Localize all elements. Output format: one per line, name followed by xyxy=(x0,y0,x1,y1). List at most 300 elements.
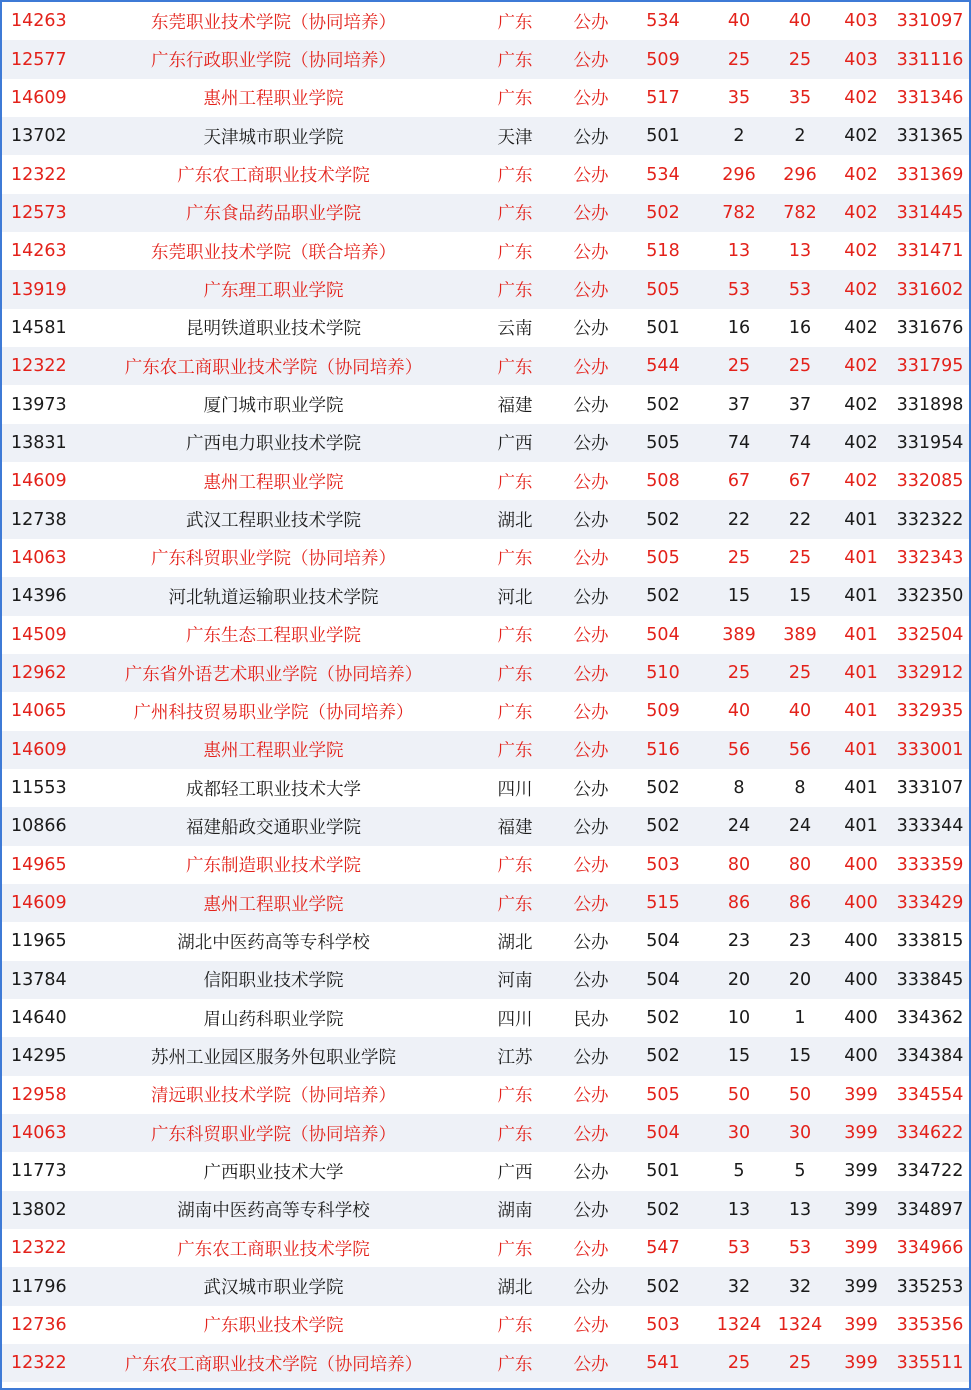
school-code-cell: 12322 xyxy=(2,1229,82,1267)
min-rank-cell: 331795 xyxy=(891,347,969,385)
school-name-cell: 广东农工商职业技术学院 xyxy=(82,1229,465,1267)
school-type-cell: 公办 xyxy=(565,1267,617,1305)
min-rank-cell: 334554 xyxy=(891,1076,969,1114)
min-score-cell: 502 xyxy=(617,769,709,807)
plan-count-cell: 30 xyxy=(709,1114,769,1152)
table-row xyxy=(2,807,969,845)
admit-count-cell: 2 xyxy=(769,117,831,155)
school-code-cell: 14965 xyxy=(2,846,82,884)
admit-count-cell: 35 xyxy=(769,79,831,117)
min-rank-score-cell: 399 xyxy=(831,1191,891,1229)
plan-count-cell: 782 xyxy=(709,194,769,232)
school-type-cell: 公办 xyxy=(565,692,617,730)
table-row xyxy=(2,961,969,999)
min-rank-score-cell: 402 xyxy=(831,270,891,308)
school-name-cell: 清远职业技术学院（协同培养） xyxy=(82,1076,465,1114)
table-row xyxy=(2,462,969,500)
province-cell: 广东 xyxy=(465,2,565,40)
min-rank-cell: 331471 xyxy=(891,232,969,270)
school-code-cell: 13702 xyxy=(2,117,82,155)
province-cell: 广东 xyxy=(465,1076,565,1114)
school-name-cell: 惠州工程职业学院 xyxy=(82,79,465,117)
school-name-cell: 广州科技贸易职业学院（协同培养） xyxy=(82,692,465,730)
school-type-cell: 公办 xyxy=(565,539,617,577)
school-code-cell: 12736 xyxy=(2,1306,82,1344)
school-name-cell: 广东食品药品职业学院 xyxy=(82,194,465,232)
plan-count-cell: 389 xyxy=(709,616,769,654)
plan-count-cell: 37 xyxy=(709,385,769,423)
plan-count-cell: 53 xyxy=(709,1229,769,1267)
school-name-cell: 厦门城市职业学院 xyxy=(82,385,465,423)
admit-count-cell: 25 xyxy=(769,654,831,692)
school-type-cell: 公办 xyxy=(565,1114,617,1152)
min-score-cell: 501 xyxy=(617,117,709,155)
table-row xyxy=(2,500,969,538)
province-cell: 天津 xyxy=(465,117,565,155)
province-cell: 福建 xyxy=(465,385,565,423)
min-score-cell: 505 xyxy=(617,1076,709,1114)
school-name-cell: 惠州工程职业学院 xyxy=(82,884,465,922)
table-row xyxy=(2,1229,969,1267)
min-score-cell: 547 xyxy=(617,1229,709,1267)
min-rank-score-cell: 401 xyxy=(831,807,891,845)
min-rank-score-cell: 399 xyxy=(831,1344,891,1382)
admit-count-cell: 25 xyxy=(769,40,831,78)
school-type-cell: 公办 xyxy=(565,79,617,117)
school-type-cell: 公办 xyxy=(565,1037,617,1075)
min-rank-cell: 333429 xyxy=(891,884,969,922)
province-cell: 湖南 xyxy=(465,1191,565,1229)
province-cell: 四川 xyxy=(465,769,565,807)
table-row xyxy=(2,692,969,730)
admit-count-cell: 5 xyxy=(769,1152,831,1190)
min-rank-score-cell: 401 xyxy=(831,500,891,538)
school-code-cell: 14295 xyxy=(2,1037,82,1075)
school-name-cell: 广东职业技术学院 xyxy=(82,1306,465,1344)
province-cell: 广西 xyxy=(465,424,565,462)
min-rank-score-cell: 403 xyxy=(831,40,891,78)
school-type-cell: 公办 xyxy=(565,577,617,615)
school-type-cell: 民办 xyxy=(565,999,617,1037)
school-type-cell: 公办 xyxy=(565,884,617,922)
school-type-cell: 公办 xyxy=(565,309,617,347)
school-code-cell: 13831 xyxy=(2,424,82,462)
province-cell: 广东 xyxy=(465,232,565,270)
plan-count-cell: 40 xyxy=(709,2,769,40)
min-rank-cell: 331365 xyxy=(891,117,969,155)
admit-count-cell: 40 xyxy=(769,2,831,40)
admit-count-cell: 8 xyxy=(769,769,831,807)
min-score-cell: 516 xyxy=(617,731,709,769)
school-name-cell: 惠州工程职业学院 xyxy=(82,731,465,769)
school-type-cell: 公办 xyxy=(565,1229,617,1267)
plan-count-cell: 74 xyxy=(709,424,769,462)
min-score-cell: 505 xyxy=(617,270,709,308)
school-code-cell: 11796 xyxy=(2,1267,82,1305)
school-code-cell: 13973 xyxy=(2,385,82,423)
min-rank-cell: 331369 xyxy=(891,155,969,193)
min-score-cell: 503 xyxy=(617,1306,709,1344)
admit-count-cell: 32 xyxy=(769,1267,831,1305)
province-cell: 湖北 xyxy=(465,922,565,960)
school-code-cell: 12738 xyxy=(2,500,82,538)
min-score-cell: 502 xyxy=(617,1267,709,1305)
school-name-cell: 广东制造职业技术学院 xyxy=(82,846,465,884)
plan-count-cell: 25 xyxy=(709,40,769,78)
min-score-cell: 504 xyxy=(617,616,709,654)
school-name-cell: 广东行政职业学院（协同培养） xyxy=(82,40,465,78)
table-row xyxy=(2,884,969,922)
admit-count-cell: 782 xyxy=(769,194,831,232)
plan-count-cell: 22 xyxy=(709,500,769,538)
school-name-cell: 广东科贸职业学院（协同培养） xyxy=(82,539,465,577)
admit-count-cell: 56 xyxy=(769,731,831,769)
plan-count-cell: 1324 xyxy=(709,1306,769,1344)
plan-count-cell: 16 xyxy=(709,309,769,347)
school-name-cell: 广东理工职业学院 xyxy=(82,270,465,308)
min-rank-score-cell: 402 xyxy=(831,347,891,385)
school-name-cell: 眉山药科职业学院 xyxy=(82,999,465,1037)
school-type-cell: 公办 xyxy=(565,232,617,270)
school-code-cell: 14065 xyxy=(2,692,82,730)
min-score-cell: 504 xyxy=(617,1114,709,1152)
admit-count-cell: 25 xyxy=(769,1344,831,1382)
admit-count-cell: 50 xyxy=(769,1076,831,1114)
school-type-cell: 公办 xyxy=(565,846,617,884)
admit-count-cell: 37 xyxy=(769,385,831,423)
min-rank-score-cell: 403 xyxy=(831,2,891,40)
min-rank-score-cell: 399 xyxy=(831,1114,891,1152)
admit-count-cell: 53 xyxy=(769,270,831,308)
school-type-cell: 公办 xyxy=(565,500,617,538)
admit-count-cell: 20 xyxy=(769,961,831,999)
min-score-cell: 534 xyxy=(617,2,709,40)
min-rank-cell: 332912 xyxy=(891,654,969,692)
school-name-cell: 广东农工商职业技术学院 xyxy=(82,155,465,193)
plan-count-cell: 25 xyxy=(709,347,769,385)
table-row xyxy=(2,232,969,270)
table-row xyxy=(2,424,969,462)
province-cell: 广西 xyxy=(465,1152,565,1190)
school-code-cell: 12962 xyxy=(2,654,82,692)
table-row xyxy=(2,1191,969,1229)
min-score-cell: 510 xyxy=(617,654,709,692)
plan-count-cell: 40 xyxy=(709,692,769,730)
min-rank-cell: 331346 xyxy=(891,79,969,117)
school-code-cell: 14063 xyxy=(2,1114,82,1152)
school-name-cell: 武汉城市职业学院 xyxy=(82,1267,465,1305)
table-row xyxy=(2,846,969,884)
school-name-cell: 湖南中医药高等专科学校 xyxy=(82,1191,465,1229)
school-code-cell: 14263 xyxy=(2,2,82,40)
min-score-cell: 515 xyxy=(617,884,709,922)
school-code-cell: 11965 xyxy=(2,922,82,960)
table-row xyxy=(2,731,969,769)
min-rank-score-cell: 400 xyxy=(831,884,891,922)
min-rank-cell: 335511 xyxy=(891,1344,969,1382)
table-row xyxy=(2,347,969,385)
min-rank-score-cell: 401 xyxy=(831,539,891,577)
min-rank-score-cell: 399 xyxy=(831,1267,891,1305)
min-score-cell: 502 xyxy=(617,577,709,615)
school-code-cell: 14063 xyxy=(2,539,82,577)
min-rank-score-cell: 402 xyxy=(831,385,891,423)
school-type-cell: 公办 xyxy=(565,922,617,960)
min-rank-cell: 332935 xyxy=(891,692,969,730)
province-cell: 云南 xyxy=(465,309,565,347)
province-cell: 广东 xyxy=(465,1114,565,1152)
admit-count-cell: 86 xyxy=(769,884,831,922)
min-rank-cell: 331445 xyxy=(891,194,969,232)
min-rank-cell: 332085 xyxy=(891,462,969,500)
school-name-cell: 福建船政交通职业学院 xyxy=(82,807,465,845)
admit-count-cell: 67 xyxy=(769,462,831,500)
province-cell: 广东 xyxy=(465,654,565,692)
province-cell: 湖北 xyxy=(465,500,565,538)
plan-count-cell: 86 xyxy=(709,884,769,922)
plan-count-cell: 67 xyxy=(709,462,769,500)
min-rank-score-cell: 401 xyxy=(831,692,891,730)
school-name-cell: 湖北中医药高等专科学校 xyxy=(82,922,465,960)
school-name-cell: 广东农工商职业技术学院（协同培养） xyxy=(82,1344,465,1382)
school-type-cell: 公办 xyxy=(565,1152,617,1190)
admit-count-cell: 25 xyxy=(769,347,831,385)
table-row xyxy=(2,117,969,155)
school-type-cell: 公办 xyxy=(565,40,617,78)
province-cell: 湖北 xyxy=(465,1267,565,1305)
admit-count-cell: 80 xyxy=(769,846,831,884)
min-rank-score-cell: 402 xyxy=(831,117,891,155)
province-cell: 广东 xyxy=(465,155,565,193)
school-type-cell: 公办 xyxy=(565,731,617,769)
plan-count-cell: 15 xyxy=(709,577,769,615)
min-score-cell: 508 xyxy=(617,462,709,500)
school-name-cell: 苏州工业园区服务外包职业学院 xyxy=(82,1037,465,1075)
min-score-cell: 502 xyxy=(617,385,709,423)
table-row xyxy=(2,79,969,117)
min-score-cell: 541 xyxy=(617,1344,709,1382)
school-type-cell: 公办 xyxy=(565,270,617,308)
province-cell: 广东 xyxy=(465,1229,565,1267)
province-cell: 广东 xyxy=(465,731,565,769)
school-code-cell: 14509 xyxy=(2,616,82,654)
admit-count-cell: 15 xyxy=(769,1037,831,1075)
table-row xyxy=(2,309,969,347)
province-cell: 广东 xyxy=(465,79,565,117)
school-type-cell: 公办 xyxy=(565,347,617,385)
table-row xyxy=(2,40,969,78)
table-row xyxy=(2,1344,969,1382)
table-row xyxy=(2,577,969,615)
plan-count-cell: 10 xyxy=(709,999,769,1037)
province-cell: 广东 xyxy=(465,692,565,730)
plan-count-cell: 8 xyxy=(709,769,769,807)
school-type-cell: 公办 xyxy=(565,1076,617,1114)
admit-count-cell: 24 xyxy=(769,807,831,845)
admit-count-cell: 30 xyxy=(769,1114,831,1152)
table-row xyxy=(2,270,969,308)
table-row xyxy=(2,922,969,960)
admit-count-cell: 74 xyxy=(769,424,831,462)
province-cell: 广东 xyxy=(465,462,565,500)
min-rank-score-cell: 401 xyxy=(831,654,891,692)
min-rank-cell: 335253 xyxy=(891,1267,969,1305)
table-row xyxy=(2,999,969,1037)
plan-count-cell: 15 xyxy=(709,1037,769,1075)
min-score-cell: 509 xyxy=(617,692,709,730)
school-code-cell: 14609 xyxy=(2,79,82,117)
plan-count-cell: 25 xyxy=(709,654,769,692)
school-name-cell: 广东农工商职业技术学院（协同培养） xyxy=(82,347,465,385)
min-score-cell: 509 xyxy=(617,40,709,78)
admit-count-cell: 22 xyxy=(769,500,831,538)
plan-count-cell: 56 xyxy=(709,731,769,769)
min-rank-cell: 333845 xyxy=(891,961,969,999)
plan-count-cell: 13 xyxy=(709,1191,769,1229)
min-rank-cell: 331097 xyxy=(891,2,969,40)
school-code-cell: 12322 xyxy=(2,155,82,193)
admit-count-cell: 40 xyxy=(769,692,831,730)
school-name-cell: 广东科贸职业学院（协同培养） xyxy=(82,1114,465,1152)
min-score-cell: 504 xyxy=(617,922,709,960)
school-name-cell: 武汉工程职业技术学院 xyxy=(82,500,465,538)
min-score-cell: 502 xyxy=(617,500,709,538)
school-name-cell: 广东生态工程职业学院 xyxy=(82,616,465,654)
plan-count-cell: 53 xyxy=(709,270,769,308)
school-code-cell: 14263 xyxy=(2,232,82,270)
min-rank-cell: 332343 xyxy=(891,539,969,577)
province-cell: 广东 xyxy=(465,1306,565,1344)
school-type-cell: 公办 xyxy=(565,2,617,40)
province-cell: 广东 xyxy=(465,1344,565,1382)
school-name-cell: 东莞职业技术学院（联合培养） xyxy=(82,232,465,270)
school-type-cell: 公办 xyxy=(565,1306,617,1344)
min-rank-cell: 333815 xyxy=(891,922,969,960)
min-rank-score-cell: 402 xyxy=(831,79,891,117)
province-cell: 福建 xyxy=(465,807,565,845)
school-code-cell: 11773 xyxy=(2,1152,82,1190)
school-code-cell: 14609 xyxy=(2,462,82,500)
school-code-cell: 14609 xyxy=(2,884,82,922)
school-code-cell: 14640 xyxy=(2,999,82,1037)
school-type-cell: 公办 xyxy=(565,807,617,845)
min-score-cell: 504 xyxy=(617,961,709,999)
school-code-cell: 14396 xyxy=(2,577,82,615)
admit-count-cell: 296 xyxy=(769,155,831,193)
school-code-cell: 14581 xyxy=(2,309,82,347)
min-rank-score-cell: 402 xyxy=(831,309,891,347)
plan-count-cell: 23 xyxy=(709,922,769,960)
min-rank-cell: 334384 xyxy=(891,1037,969,1075)
min-rank-score-cell: 402 xyxy=(831,155,891,193)
school-code-cell: 11553 xyxy=(2,769,82,807)
province-cell: 广东 xyxy=(465,270,565,308)
school-name-cell: 广东省外语艺术职业学院（协同培养） xyxy=(82,654,465,692)
school-type-cell: 公办 xyxy=(565,654,617,692)
plan-count-cell: 20 xyxy=(709,961,769,999)
admit-count-cell: 16 xyxy=(769,309,831,347)
school-code-cell: 14609 xyxy=(2,731,82,769)
min-rank-cell: 331116 xyxy=(891,40,969,78)
school-code-cell: 13802 xyxy=(2,1191,82,1229)
min-rank-cell: 332350 xyxy=(891,577,969,615)
min-rank-score-cell: 400 xyxy=(831,846,891,884)
province-cell: 四川 xyxy=(465,999,565,1037)
table-row xyxy=(2,1037,969,1075)
min-rank-score-cell: 399 xyxy=(831,1152,891,1190)
school-code-cell: 12322 xyxy=(2,1344,82,1382)
admit-count-cell: 13 xyxy=(769,1191,831,1229)
school-name-cell: 广西职业技术大学 xyxy=(82,1152,465,1190)
min-rank-cell: 334362 xyxy=(891,999,969,1037)
province-cell: 江苏 xyxy=(465,1037,565,1075)
school-type-cell: 公办 xyxy=(565,194,617,232)
min-rank-cell: 334622 xyxy=(891,1114,969,1152)
province-cell: 河北 xyxy=(465,577,565,615)
admit-count-cell: 389 xyxy=(769,616,831,654)
min-rank-score-cell: 400 xyxy=(831,999,891,1037)
min-rank-cell: 332504 xyxy=(891,616,969,654)
min-score-cell: 501 xyxy=(617,1152,709,1190)
school-name-cell: 广西电力职业技术学院 xyxy=(82,424,465,462)
school-code-cell: 12577 xyxy=(2,40,82,78)
min-score-cell: 544 xyxy=(617,347,709,385)
school-type-cell: 公办 xyxy=(565,616,617,654)
plan-count-cell: 2 xyxy=(709,117,769,155)
min-rank-score-cell: 402 xyxy=(831,462,891,500)
min-score-cell: 518 xyxy=(617,232,709,270)
school-name-cell: 昆明铁道职业技术学院 xyxy=(82,309,465,347)
plan-count-cell: 13 xyxy=(709,232,769,270)
min-score-cell: 505 xyxy=(617,539,709,577)
admit-count-cell: 1324 xyxy=(769,1306,831,1344)
plan-count-cell: 25 xyxy=(709,539,769,577)
province-cell: 广东 xyxy=(465,347,565,385)
min-score-cell: 505 xyxy=(617,424,709,462)
province-cell: 广东 xyxy=(465,539,565,577)
min-rank-score-cell: 402 xyxy=(831,194,891,232)
school-code-cell: 12322 xyxy=(2,347,82,385)
school-type-cell: 公办 xyxy=(565,769,617,807)
table-body xyxy=(2,2,969,1382)
min-rank-cell: 333001 xyxy=(891,731,969,769)
table-row xyxy=(2,616,969,654)
school-type-cell: 公办 xyxy=(565,1344,617,1382)
province-cell: 河南 xyxy=(465,961,565,999)
school-type-cell: 公办 xyxy=(565,385,617,423)
min-score-cell: 517 xyxy=(617,79,709,117)
min-rank-cell: 334722 xyxy=(891,1152,969,1190)
school-name-cell: 成都轻工职业技术大学 xyxy=(82,769,465,807)
school-name-cell: 东莞职业技术学院（协同培养） xyxy=(82,2,465,40)
min-rank-cell: 334897 xyxy=(891,1191,969,1229)
min-score-cell: 502 xyxy=(617,194,709,232)
table-row xyxy=(2,2,969,40)
school-type-cell: 公办 xyxy=(565,117,617,155)
min-rank-score-cell: 400 xyxy=(831,961,891,999)
plan-count-cell: 24 xyxy=(709,807,769,845)
table-row xyxy=(2,1114,969,1152)
admit-count-cell: 1 xyxy=(769,999,831,1037)
admit-count-cell: 23 xyxy=(769,922,831,960)
min-rank-cell: 331676 xyxy=(891,309,969,347)
school-type-cell: 公办 xyxy=(565,1191,617,1229)
school-name-cell: 惠州工程职业学院 xyxy=(82,462,465,500)
province-cell: 广东 xyxy=(465,40,565,78)
province-cell: 广东 xyxy=(465,194,565,232)
min-rank-score-cell: 399 xyxy=(831,1306,891,1344)
plan-count-cell: 32 xyxy=(709,1267,769,1305)
